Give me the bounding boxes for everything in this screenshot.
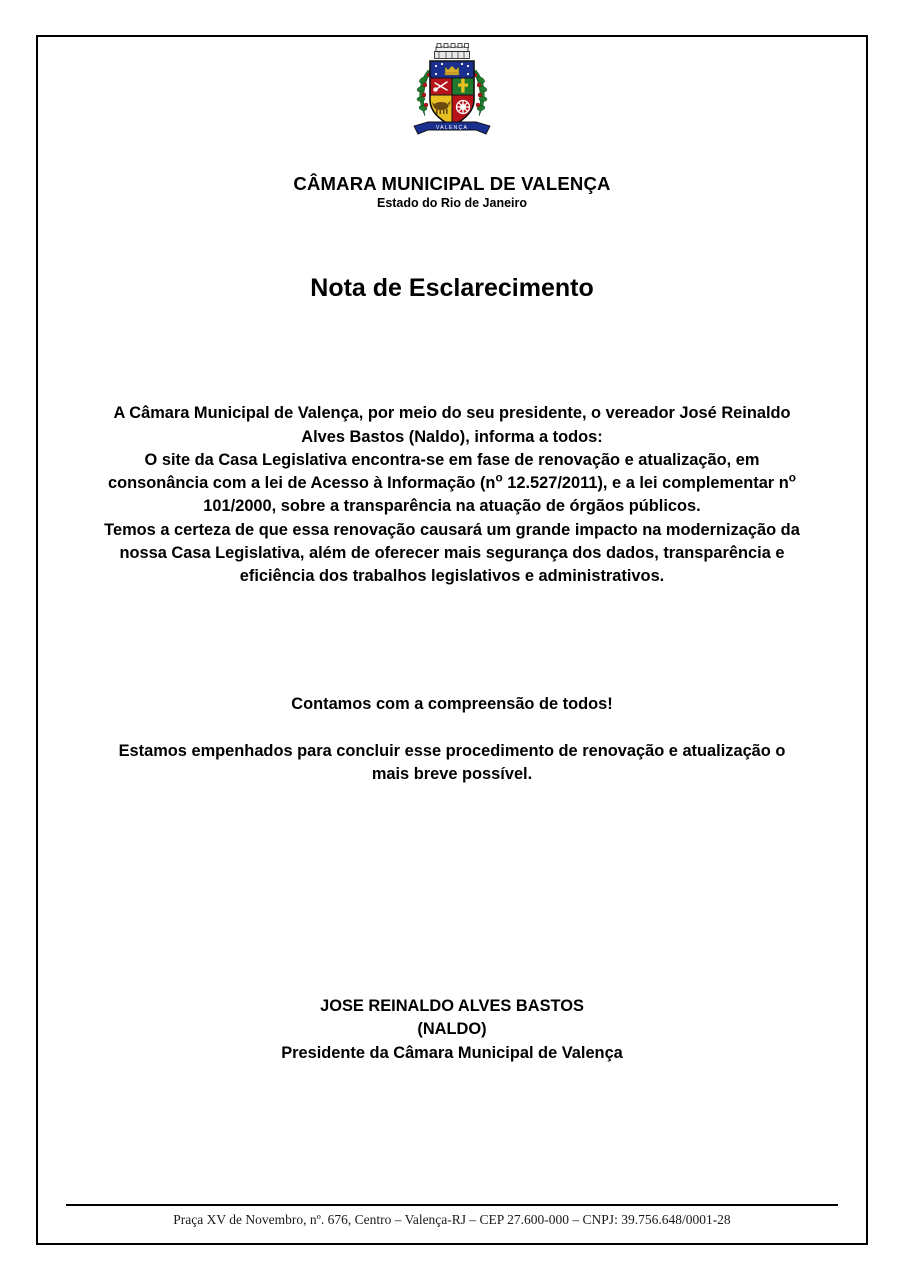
crest-ribbon-text: VALENÇA <box>435 125 469 131</box>
body-paragraph-3 <box>80 519 824 589</box>
closing-spacer <box>80 716 824 740</box>
body-p2-line3: 101/2000, sobre a transparência na atuação de órgãos públicos. <box>203 497 701 516</box>
closing-line-2a: Estamos empenhados para concluir esse procedimento de renovação e atualização o <box>118 741 786 760</box>
document-closing <box>64 693 840 787</box>
closing-paragraph-2 <box>80 740 824 787</box>
body-p1-line2: Alves Bastos (Naldo), informa a todos: <box>301 427 603 446</box>
footer-divider <box>66 1204 838 1206</box>
body-p2-line1: O site da Casa Legislativa encontra-se em fase de renovação e atualização, em <box>144 450 760 469</box>
organization-name: CÂMARA MUNICIPAL DE VALENÇA <box>293 173 611 194</box>
body-p3-line1: Temos a certeza de que essa renovação causará um grande impacto na modernização da <box>104 520 800 539</box>
document-title: Nota de Esclarecimento <box>310 274 594 303</box>
crest-container <box>64 37 840 149</box>
body-p3-line3: eficiência dos trabalhos legislativos e administrativos. <box>239 567 665 586</box>
coat-of-arms-icon <box>408 42 496 144</box>
document-content <box>38 37 866 1243</box>
signatory-role: Presidente da Câmara Municipal de Valença <box>281 1044 623 1063</box>
signatory-name: JOSE REINALDO ALVES BASTOS <box>320 996 584 1015</box>
closing-line-1: Contamos com a compreensão de todos! <box>291 694 613 713</box>
body-paragraph-2 <box>80 449 824 519</box>
document-footer <box>38 1204 866 1229</box>
body-p3-line2: nossa Casa Legislativa, além de oferecer mais segurança dos dados, transparência e <box>119 544 785 563</box>
body-p1-line1: A Câmara Municipal de Valença, por meio do seu presidente, o vereador José Reinaldo <box>113 404 791 423</box>
signature-block <box>64 995 840 1066</box>
organization-state: Estado do Rio de Janeiro <box>376 196 528 211</box>
body-p2-ordinal-1: o <box>495 470 503 485</box>
closing-line-2b: mais breve possível. <box>371 765 533 784</box>
body-p2-line2-b: 12.527/2011), e a lei complementar n <box>502 474 789 493</box>
document-body <box>64 402 840 588</box>
body-paragraph-1 <box>80 402 824 449</box>
footer-address: Praça XV de Novembro, nº. 676, Centro – Valença-RJ – CEP 27.600-000 – CNPJ: 39.756.648/0001-28 <box>173 1212 731 1228</box>
body-p2-line2-a: consonância com a lei de Acesso à Informação (n <box>108 474 496 493</box>
signatory-nickname: (NALDO) <box>417 1020 487 1039</box>
body-p2-ordinal-2: o <box>788 470 796 485</box>
